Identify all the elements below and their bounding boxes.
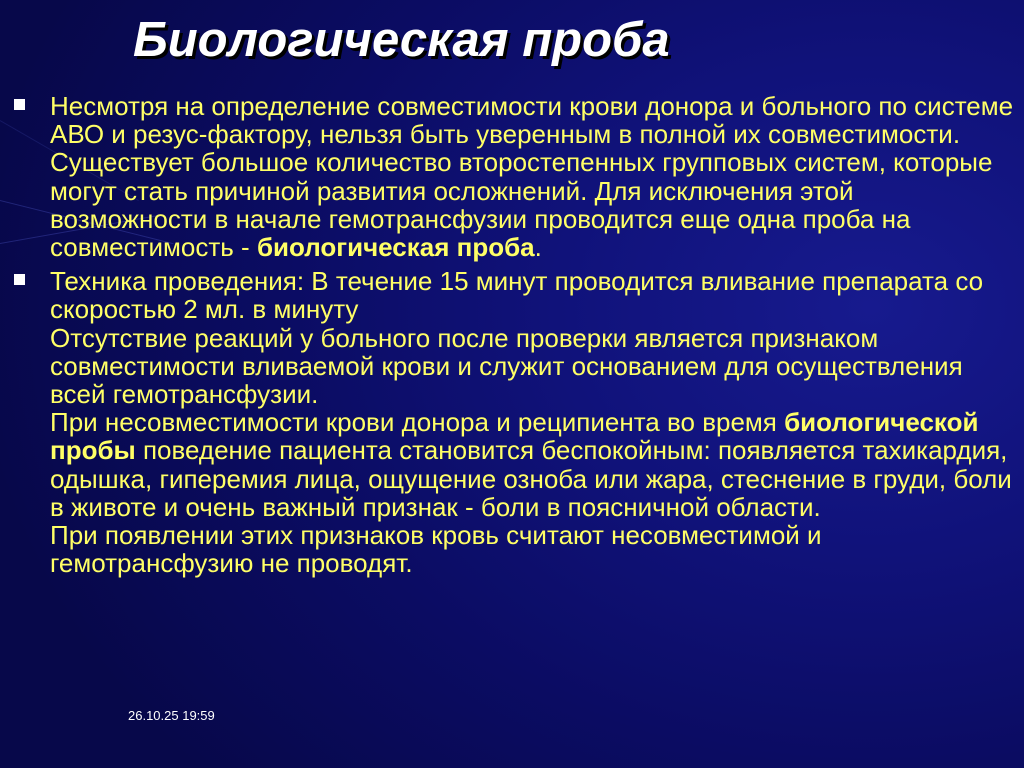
highlighted-term: биологическая проба (256, 232, 535, 263)
square-bullet-icon (14, 274, 25, 285)
highlighted-term: биологической пробы (50, 407, 979, 466)
text-run: Существует большое количество второстепенных групповых систем, которые могут стать причиной развития осложнений. Для исключения этой возможности в начале гемотрансфузии проводится еще одна проба на совместимость - (50, 147, 993, 263)
bullet-item-2 (14, 267, 1016, 577)
square-bullet-icon (14, 99, 25, 110)
paragraph: Техника проведения: В течение 15 минут проводится вливание препарата со скоростью 2 мл. в минуту (50, 266, 984, 325)
paragraph (50, 408, 1016, 521)
slide-content (14, 92, 1016, 583)
paragraph: Отсутствие реакций у больного после проверки является признаком совместимости вливаемой крови и служит основанием для осуществления всей гемотрансфузии. (50, 322, 963, 410)
footer-date: 26.10.25 19:59 (128, 708, 215, 723)
paragraph: При появлении этих признаков кровь считают несовместимой и гемотрансфузию не проводят. (50, 520, 822, 579)
text-run: При несовместимости крови донора и реципиента во время (50, 407, 785, 438)
text-run: поведение пациента становится беспокойным: появляется тахикардия, одышка, гиперемия лица, ощущение озноба или жара, стеснение в груди, боли в животе и очень важный признак - боли в поясничной области. (50, 435, 1012, 522)
paragraph: Несмотря на определение совместимости крови донора и больного по системе АВО и резус-фактору, нельзя быть уверенным в полной их совместимости. (50, 91, 1014, 150)
slide-title: Биологическая проба (133, 13, 670, 67)
bullet-item-1 (14, 92, 1016, 261)
text-run: . (534, 232, 542, 263)
paragraph (50, 148, 1016, 261)
